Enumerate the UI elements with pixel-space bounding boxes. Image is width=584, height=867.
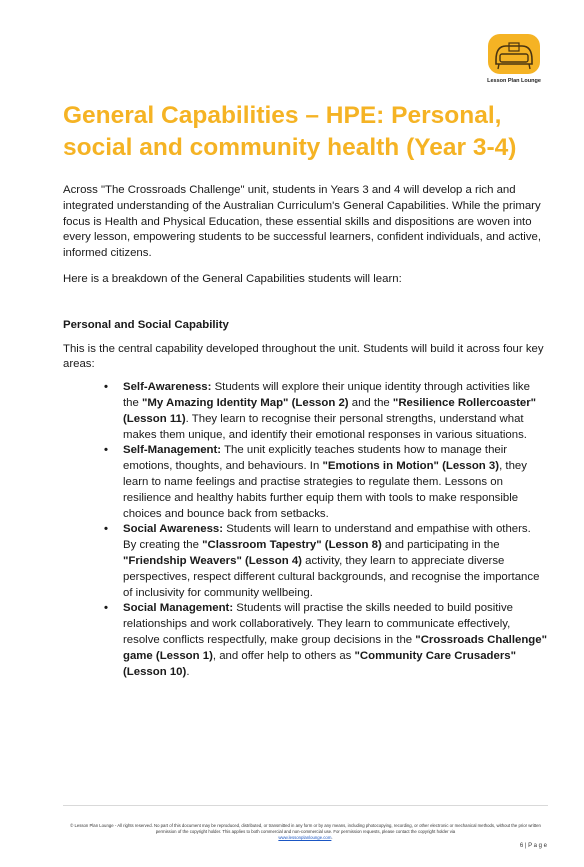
footer-divider	[63, 805, 548, 806]
copyright-text: © Lesson Plan Lounge - All rights reserved. No part of this document may be reproduced, distributed, or transmitted in any form or by any means, including photocopying, recording, or other electronic or mechanical methods, without the prior written permission of the copyright holder. This applies to both commercial and non-commercial use. For permission requests, please contact the copyright holder via	[70, 823, 541, 834]
lesson-reference: "My Amazing Identity Map" (Lesson 2)	[142, 396, 349, 409]
lesson-reference: "Resilience Rollercoaster" (Lesson 11)	[123, 396, 537, 425]
copyright-footer	[63, 823, 548, 841]
logo-text: Lesson Plan Lounge	[487, 78, 541, 84]
section-heading: Personal and Social Capability	[63, 318, 229, 331]
breakdown-paragraph: Here is a breakdown of the General Capabilities students will learn:	[63, 272, 402, 285]
capability-text: , and offer help to others as	[212, 649, 355, 662]
bullet: •	[104, 381, 108, 394]
list-item-social-management	[104, 601, 548, 680]
list-item-self-awareness	[104, 380, 547, 443]
capability-label: Self-Awareness:	[123, 381, 212, 394]
lesson-plan-lounge-logo	[482, 30, 546, 88]
capability-list	[63, 380, 547, 680]
page-number: 6 | P a g e	[519, 843, 547, 849]
list-item-self-management	[104, 443, 547, 522]
capability-text: .	[186, 665, 190, 678]
capability-text: Students will explore their unique identity through activities like the	[123, 381, 530, 409]
bullet: •	[104, 602, 108, 615]
capability-text: . They learn to recognise their personal strengths, understand what makes them unique, and identify their emotional responses in various situations.	[123, 412, 527, 441]
capability-label: Social Awareness:	[123, 523, 224, 536]
capability-text: activity, they learn to appreciate diverse perspectives, respect different cultural backgrounds, and recognise the importance of inclusivity for community wellbeing.	[123, 554, 540, 599]
lesson-reference: "Friendship Weavers" (Lesson 4)	[123, 554, 302, 567]
capability-text: Students will practise the skills needed to build positive relationships and work collaboratively. They learn to communicate effectively, resolve conflicts respectfully, make group decisions in the	[123, 602, 513, 646]
page-title: General Capabilities – HPE: Personal, social and community health (Year 3-4)	[63, 102, 517, 161]
intro-paragraph: Across "The Crossroads Challenge" unit, students in Years 3 and 4 will develop a rich and integrated understanding of the Australian Curriculum's General Capabilities. While the primary focus is Health and Physical Education, these essential skills and dispositions are woven into every lesson, empowering students to be successful learners, confident individuals, and active, informed citizens.	[63, 184, 542, 260]
list-item-social-awareness	[104, 522, 547, 601]
capability-label: Self-Management:	[123, 444, 222, 457]
bullet: •	[104, 444, 108, 457]
lesson-reference: "Emotions in Motion" (Lesson 3)	[322, 460, 500, 473]
capability-text: , they learn to name feelings and practise strategies to regulate them. Lessons on resilience and healthy habits further equip them with tools to make responsible choices and bounce back from setbacks.	[123, 460, 527, 520]
capability-text: and the	[348, 396, 393, 409]
document-body	[63, 183, 547, 680]
capability-text: and participating in the	[381, 539, 500, 552]
link-suffix: .	[331, 835, 333, 840]
capability-label: Social Management:	[123, 602, 234, 615]
bullet: •	[104, 523, 108, 536]
website-link[interactable]: www.lessonplanlounge.com	[278, 835, 332, 840]
capability-text: Students will learn to understand and empathise with others. By creating the	[123, 523, 531, 552]
lesson-reference: "Crossroads Challenge" game (Lesson 1)	[123, 633, 548, 662]
capability-text: The unit explicitly teaches students how to manage their emotions, thoughts, and behaviours. In	[123, 444, 508, 473]
lesson-reference: "Classroom Tapestry" (Lesson 8)	[202, 539, 382, 552]
lesson-reference: "Community Care Crusaders" (Lesson 10)	[123, 649, 516, 678]
lounge-chair-icon	[482, 30, 546, 78]
central-capability-paragraph: This is the central capability developed throughout the unit. Students will build it across four key areas:	[63, 342, 544, 371]
